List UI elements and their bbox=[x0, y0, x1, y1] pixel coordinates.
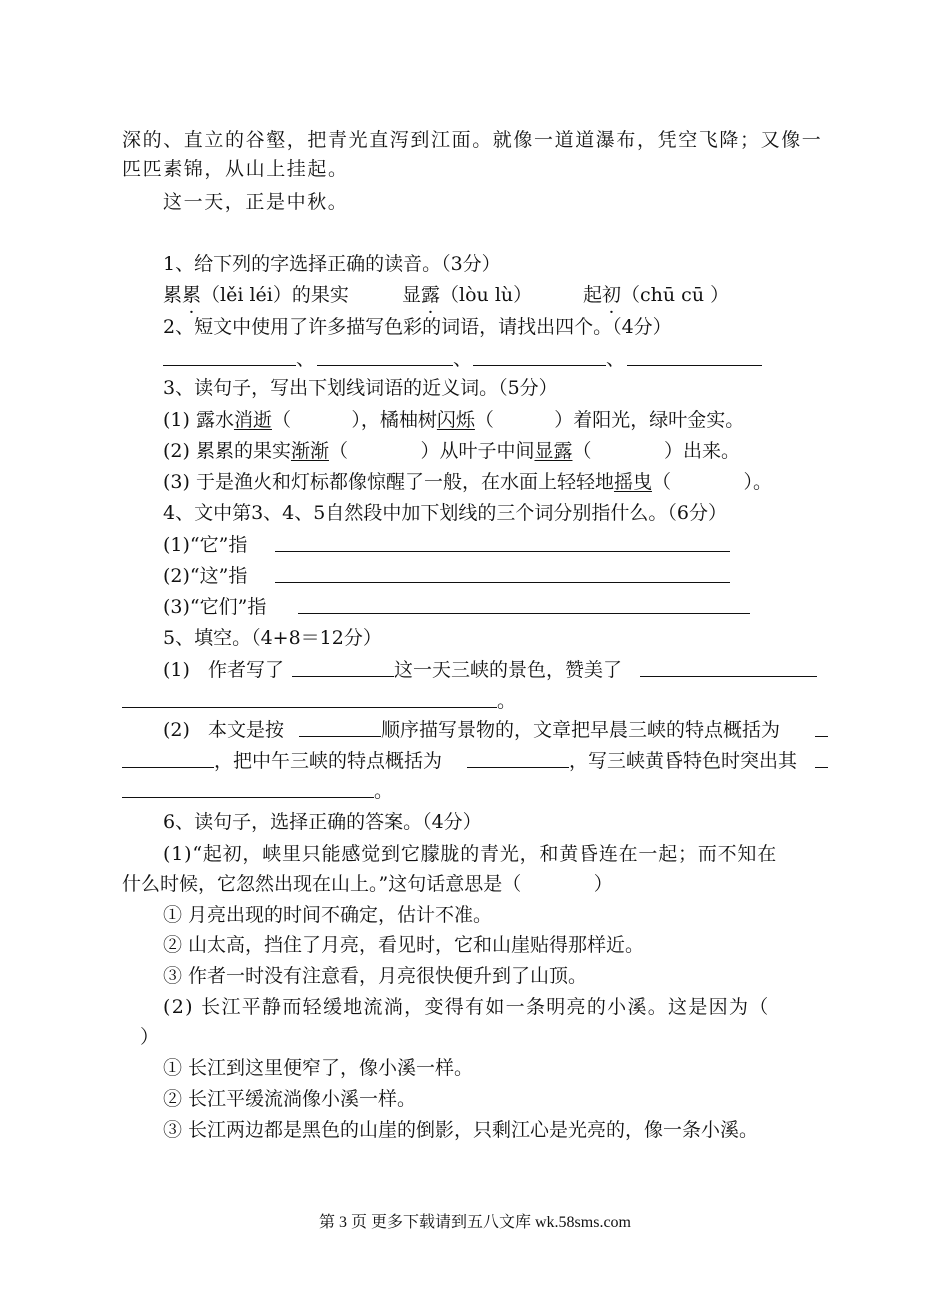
fill-text: ，写三峡黄昏特色时突出其 bbox=[569, 750, 798, 772]
answer-blank[interactable] bbox=[640, 657, 817, 677]
pinyin-item-1 bbox=[163, 282, 349, 308]
prompt-text: (3)“它们”指 bbox=[163, 596, 267, 618]
question-text: 1、给下列的字选择正确的读音。（3分） bbox=[163, 253, 501, 275]
sentence-text: （ ），橘柚树 bbox=[271, 409, 437, 431]
sentence bbox=[163, 407, 744, 433]
answer-blank[interactable] bbox=[815, 717, 828, 737]
char: 起 bbox=[583, 284, 603, 306]
answer-blank[interactable] bbox=[467, 748, 569, 768]
option-text[interactable]: ② 山太高，挡住了月亮，看见时，它和山崖贴得那样近。 bbox=[163, 934, 645, 956]
sentence bbox=[163, 438, 740, 464]
answer-blank[interactable] bbox=[122, 688, 497, 708]
pinyin-options: （lěi léi）的果实 bbox=[201, 284, 349, 306]
question-text: 6、读句子，选择正确的答案。（4分） bbox=[163, 811, 482, 833]
answer-blank[interactable] bbox=[299, 717, 381, 737]
dotted-char: 露 bbox=[421, 284, 441, 306]
answer-blank[interactable] bbox=[122, 748, 214, 768]
sentence-text: （ ）。 bbox=[651, 471, 772, 493]
fill-text: 。 bbox=[374, 780, 394, 802]
separator: 、 bbox=[453, 348, 473, 370]
underlined-word: 闪烁 bbox=[436, 409, 475, 431]
sentence-text: (2) 累累的果实 bbox=[163, 440, 291, 462]
answer-blank[interactable] bbox=[627, 346, 762, 366]
dotted-char: 累 bbox=[182, 284, 202, 306]
separator: 、 bbox=[606, 348, 626, 370]
answer-blank[interactable] bbox=[815, 748, 828, 768]
sentence-text: 什么时候，它忽然出现在山上。”这句话意思是（ ） bbox=[122, 873, 613, 895]
answer-blank[interactable] bbox=[275, 532, 730, 552]
prompt-text: (2)“这”指 bbox=[163, 565, 248, 587]
pinyin-options: （chū cū ） bbox=[621, 284, 730, 306]
question-text: 3、读句子，写出下划线词语的近义词。（5分） bbox=[163, 377, 558, 399]
pinyin-item-2 bbox=[402, 282, 532, 308]
passage-text: 匹匹素锦，从山上挂起。 bbox=[122, 158, 349, 180]
answer-blank[interactable] bbox=[298, 594, 750, 614]
answer-blank[interactable] bbox=[163, 346, 296, 366]
answer-blank[interactable] bbox=[275, 563, 730, 583]
question-text: 4、文中第3、4、5自然段中加下划线的三个词分别指什么。（6分） bbox=[163, 502, 727, 524]
passage-text: 深的、直立的谷壑，把青光直泻到江面。就像一道道瀑布，凭空飞降；又像一 bbox=[122, 129, 823, 151]
underlined-word: 渐渐 bbox=[290, 440, 329, 462]
option-text[interactable]: ③ 长江两边都是黑色的山崖的倒影，只剩江心是光亮的，像一条小溪。 bbox=[163, 1119, 759, 1141]
page-footer: 第 3 页 更多下载请到五八文库 wk.58sms.com bbox=[318, 1214, 631, 1231]
fill-text: 这一天三峡的景色，赞美了 bbox=[394, 659, 623, 681]
fill-text: ，把中午三峡的特点概括为 bbox=[214, 750, 443, 772]
option bbox=[0, 1117, 950, 1195]
question-text: 5、填空。（4+8＝12分） bbox=[163, 627, 382, 649]
answer-blank[interactable] bbox=[292, 657, 394, 677]
sentence-text: （ ）出来。 bbox=[572, 440, 740, 462]
char: 累 bbox=[163, 284, 183, 306]
separator: 、 bbox=[296, 348, 316, 370]
option-text[interactable]: ③ 作者一时没有注意看，月亮很快便升到了山顶。 bbox=[163, 965, 588, 987]
char: 显 bbox=[402, 284, 422, 306]
answer-blank[interactable] bbox=[473, 346, 606, 366]
fill-text: 。 bbox=[497, 690, 517, 712]
sentence bbox=[163, 469, 772, 495]
sentence-text: ） bbox=[140, 1026, 160, 1048]
underlined-word: 摇曳 bbox=[613, 471, 652, 493]
fill-text: (1) 作者写了 bbox=[163, 659, 285, 681]
dotted-char: 初 bbox=[602, 284, 622, 306]
fill-text: 顺序描写景物的，文章把早晨三峡的特点概括为 bbox=[381, 719, 781, 741]
answer-blank[interactable] bbox=[317, 346, 453, 366]
sentence-text: （ ）着阳光，绿叶金实。 bbox=[474, 409, 745, 431]
underlined-word: 显露 bbox=[534, 440, 573, 462]
option-text[interactable]: ① 长江到这里便窄了，像小溪一样。 bbox=[163, 1057, 474, 1079]
passage-text: 这一天，正是中秋。 bbox=[163, 191, 349, 213]
underlined-word: 消逝 bbox=[233, 409, 272, 431]
pinyin-item-3 bbox=[583, 282, 729, 308]
option-text[interactable]: ② 长江平缓流淌像小溪一样。 bbox=[163, 1088, 417, 1110]
pinyin-options: （lòu lù） bbox=[440, 284, 533, 306]
option-text[interactable]: ① 月亮出现的时间不确定，估计不准。 bbox=[163, 904, 493, 926]
question-text: 2、短文中使用了许多描写色彩的词语，请找出四个。（4分） bbox=[163, 316, 672, 338]
sentence-text: （ ）从叶子中间 bbox=[328, 440, 535, 462]
sentence-text: (1)“起初，峡里只能感觉到它朦胧的青光，和黄昏连在一起；而不知在 bbox=[163, 843, 778, 865]
sentence-text: (3) 于是渔火和灯标都像惊醒了一般，在水面上轻轻地 bbox=[163, 471, 614, 493]
fill-text: (2) 本文是按 bbox=[163, 719, 285, 741]
sentence-text: (1) 露水 bbox=[163, 409, 234, 431]
sentence-text: (2) 长江平静而轻缓地流淌，变得有如一条明亮的小溪。这是因为（ bbox=[163, 996, 770, 1018]
answer-blank[interactable] bbox=[122, 778, 374, 798]
prompt-text: (1)“它”指 bbox=[163, 534, 248, 556]
